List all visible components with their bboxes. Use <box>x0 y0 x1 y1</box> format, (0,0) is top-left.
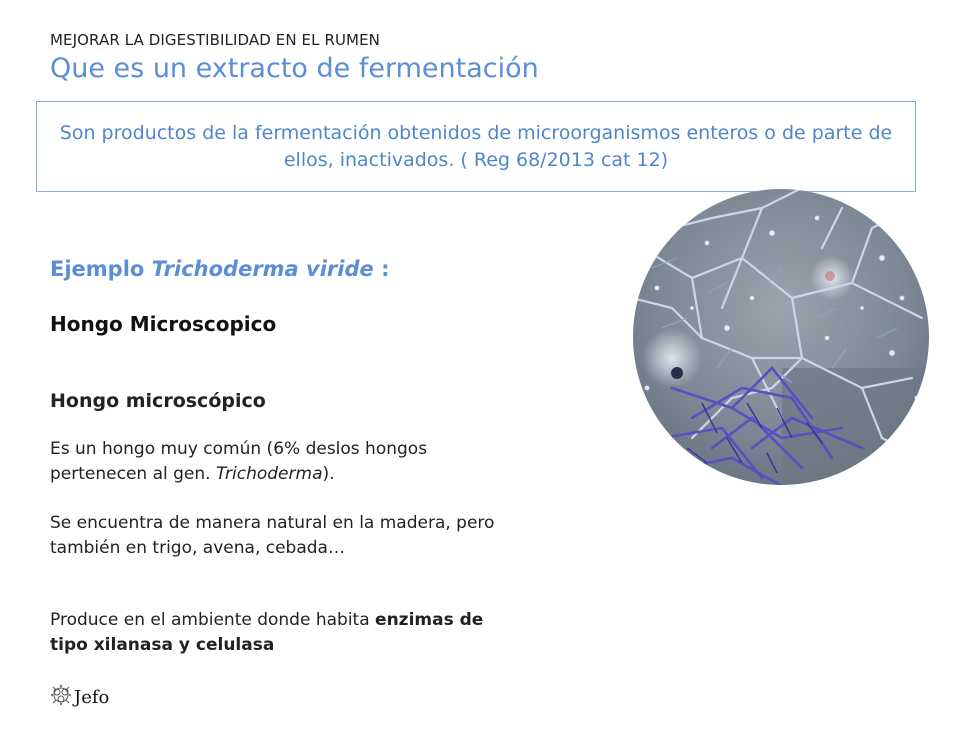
section-label: MEJORAR LA DIGESTIBILIDAD EN EL RUMEN <box>50 31 381 49</box>
definition-text: Son productos de la fermentación obtenidos de microorganismos enteros o de parte de ellos, inactivados. ( Reg 68/2013 cat 12) <box>59 121 893 171</box>
jefo-logo-icon <box>50 684 72 710</box>
example-prefix: Ejemplo <box>50 257 152 281</box>
paragraph-3 <box>50 608 510 658</box>
example-species: Trichoderma viride <box>151 257 374 281</box>
paragraph-2: Se encuentra de manera natural en la madera, pero también en trigo, avena, cebada… <box>50 513 495 558</box>
page-title: Que es un extracto de fermentación <box>50 53 539 84</box>
microscope-image <box>632 188 930 486</box>
subtitle: Hongo Microscopico <box>50 312 277 336</box>
logo-text: Jefo <box>74 686 110 708</box>
paragraph-1-end: ). <box>322 464 335 484</box>
body-heading: Hongo microscópico <box>50 390 266 412</box>
paragraph-1 <box>50 437 510 487</box>
jefo-logo <box>50 684 109 710</box>
definition-box <box>36 101 916 192</box>
example-suffix: : <box>373 257 390 281</box>
genus-name: Trichoderma <box>215 464 323 484</box>
paragraph-3-bold: enzimas de tipo xilanasa y celulasa <box>50 610 484 655</box>
trichoderma-micrograph <box>632 188 930 486</box>
paragraph-1-text: Es un hongo muy común (6% deslos hongos pertenecen al gen. <box>50 439 428 484</box>
example-heading <box>50 257 389 281</box>
paragraph-3-text: Produce en el ambiente donde habita <box>50 610 376 630</box>
